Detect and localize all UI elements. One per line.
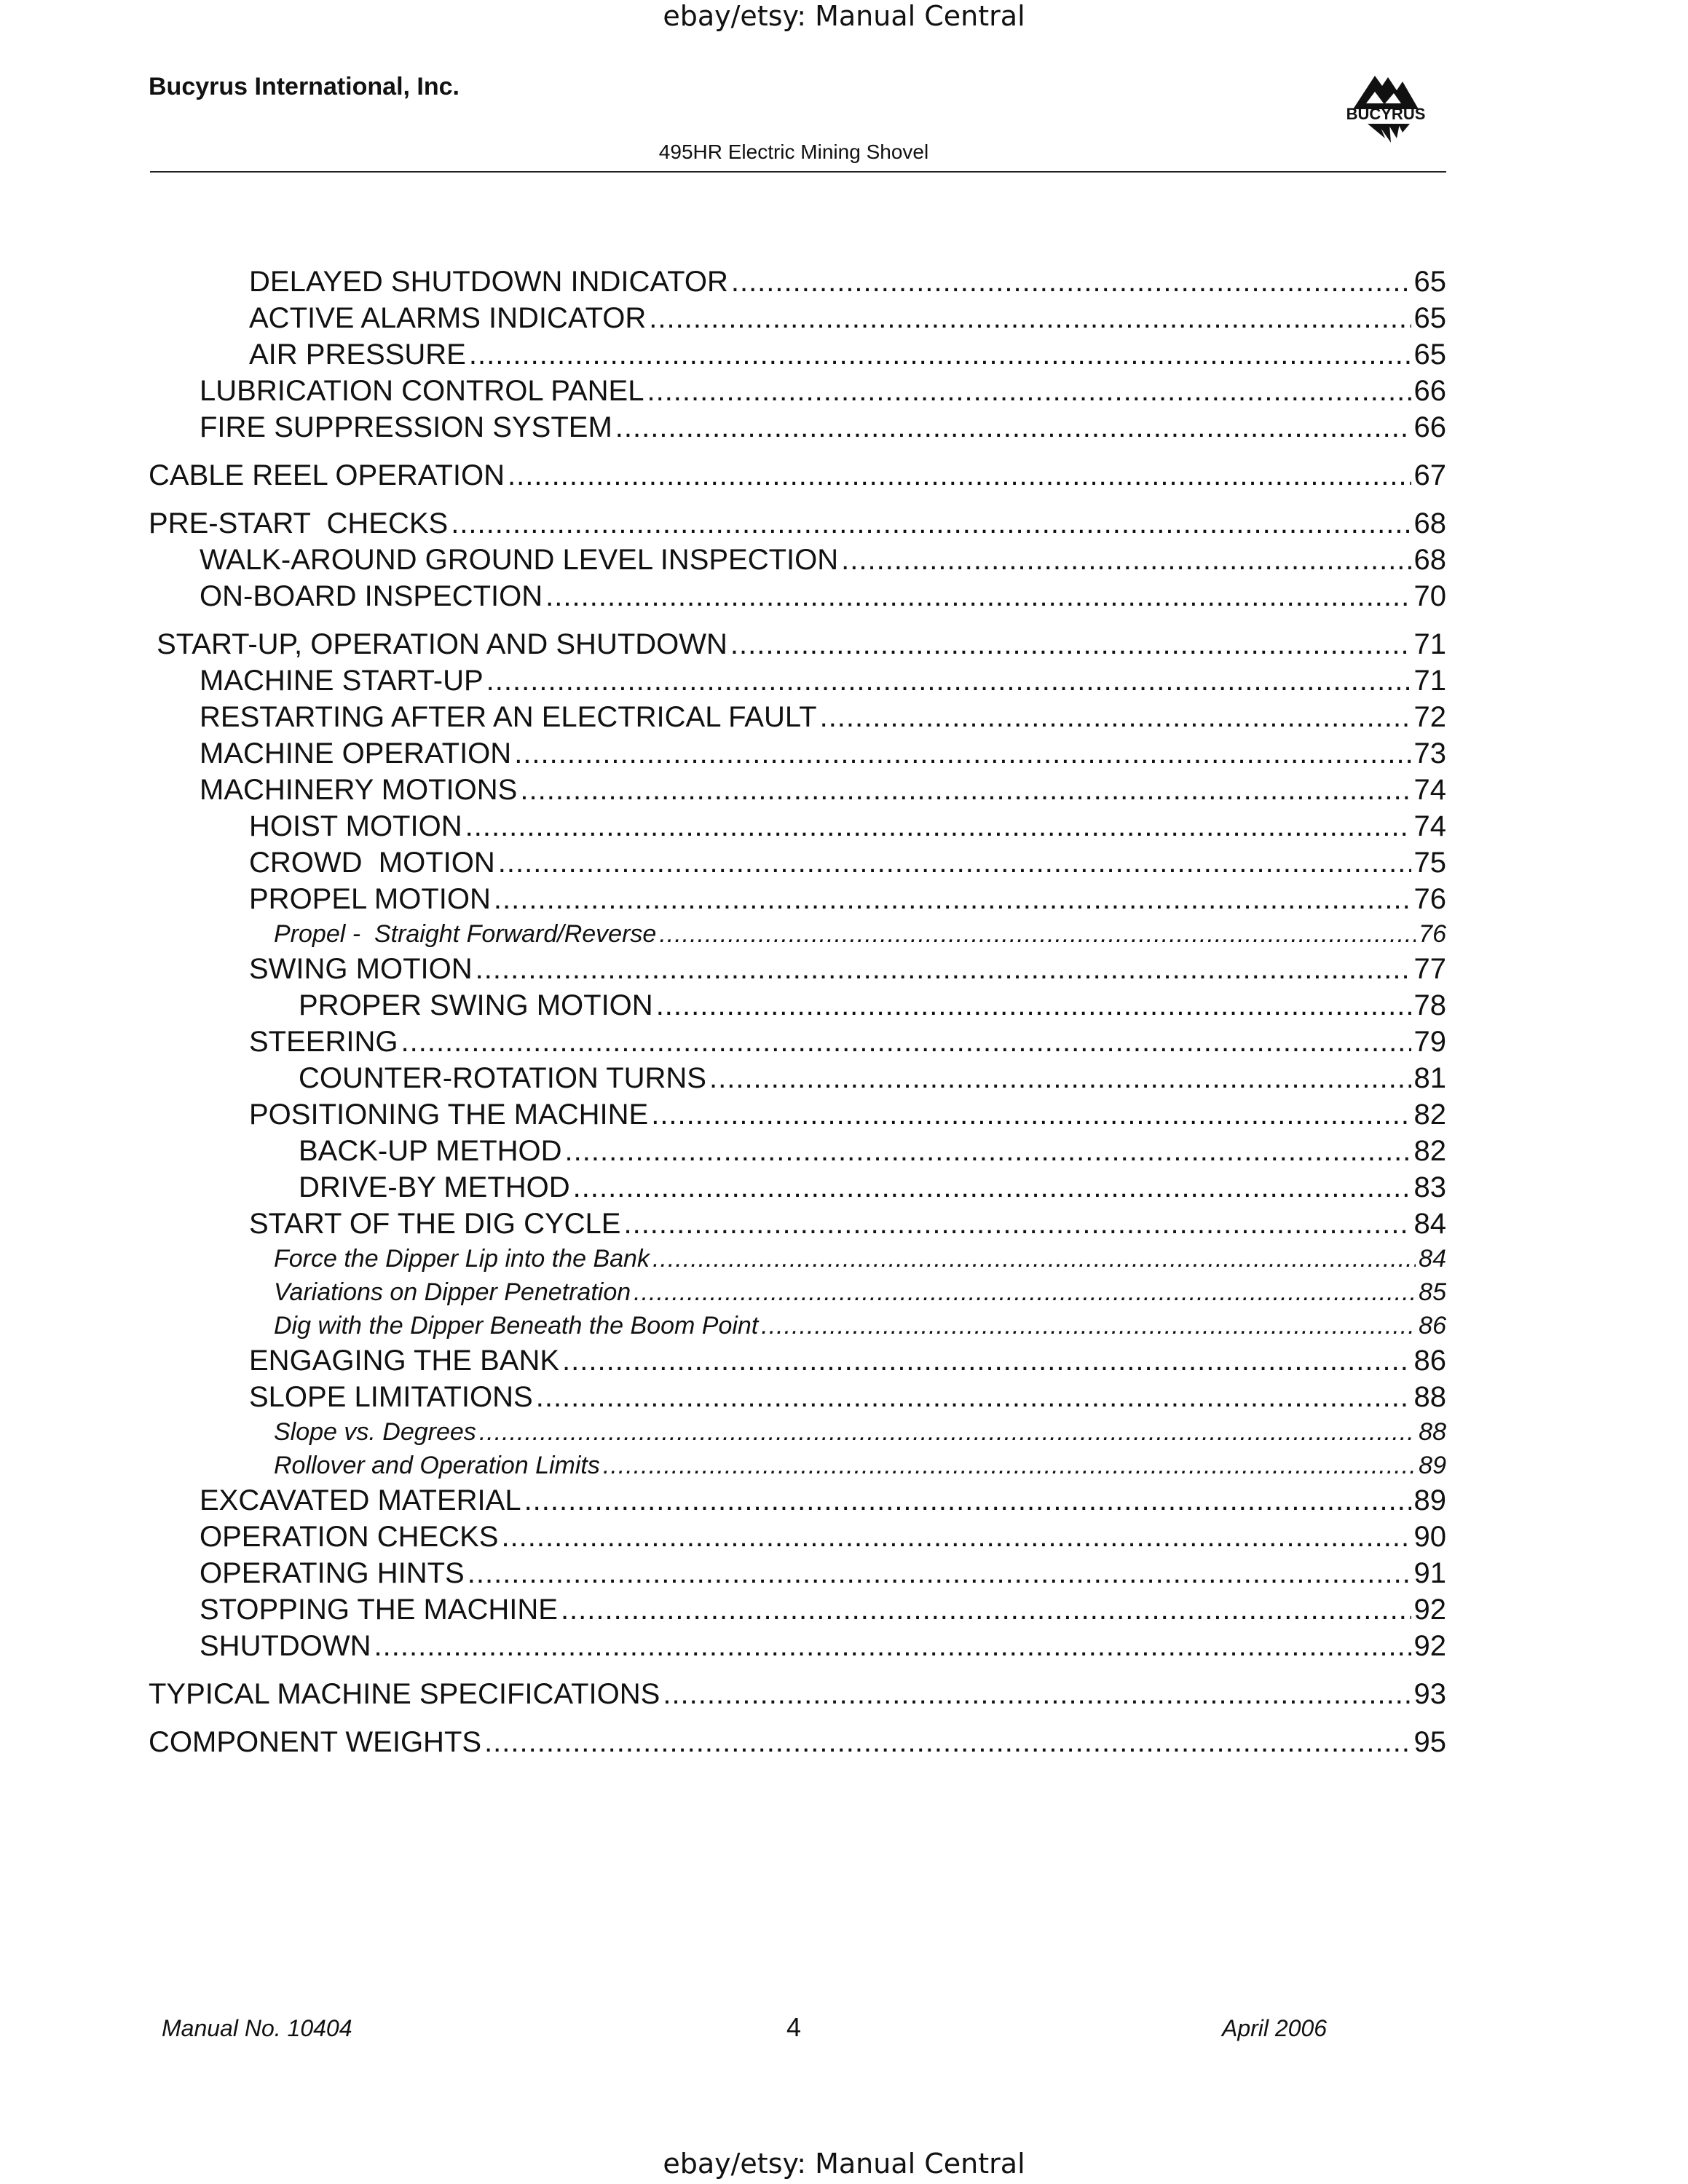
- toc-entry: [149, 1024, 1446, 1060]
- toc-dot-leader: [501, 1519, 1411, 1555]
- toc-entry-title: HOIST MOTION: [249, 810, 462, 842]
- toc-dot-leader: [561, 1591, 1411, 1628]
- toc-entry: [149, 457, 1446, 494]
- toc-entry-page: 84: [1413, 1208, 1446, 1240]
- toc-entry-page: 79: [1413, 1026, 1446, 1058]
- toc-dot-leader: [663, 1676, 1411, 1712]
- toc-dot-leader: [514, 735, 1411, 772]
- toc-entry: [149, 772, 1446, 808]
- toc-dot-leader: [465, 808, 1411, 844]
- toc-entry: [149, 917, 1446, 951]
- toc-dot-leader: [731, 264, 1411, 300]
- toc-entry: [149, 1482, 1446, 1519]
- bucyrus-logo: [1324, 71, 1448, 150]
- toc-entry-title: STOPPING THE MACHINE: [200, 1594, 558, 1626]
- toc-entry-title: CROWD MOTION: [249, 847, 495, 879]
- toc-entry-title: DELAYED SHUTDOWN INDICATOR: [249, 266, 728, 298]
- toc-dot-leader: [730, 626, 1411, 662]
- toc-dot-leader: [634, 1275, 1416, 1309]
- toc-entry: [149, 1628, 1446, 1664]
- toc-entry-page: 89: [1419, 1452, 1446, 1479]
- toc-dot-leader: [573, 1169, 1411, 1206]
- toc-entry-page: 73: [1413, 737, 1446, 769]
- toc-entry-title: MACHINE OPERATION: [200, 737, 512, 769]
- toc-entry: [149, 300, 1446, 336]
- toc-entry-page: 65: [1413, 302, 1446, 334]
- toc-entry-title: Rollover and Operation Limits: [274, 1452, 600, 1479]
- toc-dot-leader: [761, 1309, 1416, 1342]
- footer-manual-number: Manual No. 10404: [162, 2015, 352, 2041]
- toc-entry: [149, 264, 1446, 300]
- toc-dot-leader: [401, 1024, 1411, 1060]
- toc-entry-title: PROPEL MOTION: [249, 883, 491, 915]
- toc-entry-title: WALK-AROUND GROUND LEVEL INSPECTION: [200, 544, 839, 576]
- toc-entry-page: 75: [1413, 847, 1446, 879]
- toc-entry-title: Variations on Dipper Penetration: [274, 1278, 631, 1306]
- toc-dot-leader: [451, 505, 1411, 542]
- toc-entry-title: PROPER SWING MOTION: [299, 989, 653, 1021]
- toc-dot-leader: [479, 1415, 1416, 1449]
- toc-entry: [149, 881, 1446, 917]
- toc-entry-title: Propel - Straight Forward/Reverse: [274, 920, 657, 948]
- toc-entry-page: 90: [1413, 1521, 1446, 1553]
- toc-entry-title: CABLE REEL OPERATION: [149, 459, 505, 491]
- toc-entry: [149, 1309, 1446, 1342]
- toc-entry: [149, 1676, 1446, 1712]
- toc-entry: [149, 1519, 1446, 1555]
- toc-entry-page: 83: [1413, 1171, 1446, 1203]
- toc-entry-title: MACHINE START-UP: [200, 665, 484, 697]
- toc-entry-title: OPERATING HINTS: [200, 1557, 465, 1589]
- toc-entry: [149, 1342, 1446, 1379]
- toc-entry-title: OPERATION CHECKS: [200, 1521, 499, 1553]
- toc-entry: [149, 1133, 1446, 1169]
- toc-dot-leader: [623, 1206, 1411, 1242]
- footer-date: April 2006: [1222, 2015, 1328, 2041]
- toc-entry-title: SLOPE LIMITATIONS: [249, 1381, 533, 1413]
- toc-entry-page: 74: [1413, 774, 1446, 806]
- toc-entry-title: MACHINERY MOTIONS: [200, 774, 518, 806]
- document-subtitle: 495HR Electric Mining Shovel: [658, 141, 929, 163]
- toc-dot-leader: [498, 844, 1411, 881]
- toc-entry-page: 71: [1413, 665, 1446, 697]
- toc-entry-title: SWING MOTION: [249, 953, 473, 985]
- toc-entry: [149, 1415, 1446, 1449]
- toc-entry-page: 65: [1413, 339, 1446, 371]
- toc-entry: [149, 505, 1446, 542]
- toc-entry: [149, 336, 1446, 373]
- toc-entry: [149, 1379, 1446, 1415]
- logo-text: BUCYRUS: [1346, 105, 1426, 123]
- toc-entry: [149, 542, 1446, 578]
- toc-entry-page: 84: [1419, 1245, 1446, 1273]
- toc-dot-leader: [649, 300, 1411, 336]
- toc-dot-leader: [659, 917, 1416, 951]
- toc-dot-leader: [494, 881, 1411, 917]
- toc-entry: [149, 373, 1446, 409]
- toc-entry-page: 72: [1413, 701, 1446, 733]
- toc-entry: [149, 1724, 1446, 1760]
- toc-entry-page: 67: [1413, 459, 1446, 491]
- toc-dot-leader: [476, 951, 1411, 987]
- toc-dot-leader: [508, 457, 1411, 494]
- toc-entry-title: COUNTER-ROTATION TURNS: [299, 1062, 706, 1094]
- toc-entry-title: START OF THE DIG CYCLE: [249, 1208, 621, 1240]
- toc-dot-leader: [651, 1096, 1411, 1133]
- toc-entry-title: FIRE SUPPRESSION SYSTEM: [200, 411, 612, 443]
- toc-dot-leader: [647, 373, 1411, 409]
- toc-entry-title: SHUTDOWN: [200, 1630, 371, 1662]
- toc-entry-page: 82: [1413, 1099, 1446, 1131]
- toc-entry: [149, 844, 1446, 881]
- watermark-top: ebay/etsy: Manual Central: [663, 0, 1025, 32]
- toc-dot-leader: [524, 1482, 1411, 1519]
- toc-entry-page: 77: [1413, 953, 1446, 985]
- toc-dot-leader: [536, 1379, 1411, 1415]
- toc-entry-title: Slope vs. Degrees: [274, 1418, 476, 1446]
- toc-entry: [149, 1449, 1446, 1482]
- toc-dot-leader: [603, 1449, 1416, 1482]
- toc-entry-title: COMPONENT WEIGHTS: [149, 1726, 482, 1758]
- toc-entry-title: POSITIONING THE MACHINE: [249, 1099, 649, 1131]
- company-name: Bucyrus International, Inc.: [149, 73, 460, 100]
- toc-entry-title: TYPICAL MACHINE SPECIFICATIONS: [149, 1678, 660, 1710]
- toc-entry-page: 95: [1413, 1726, 1446, 1758]
- toc-entry-title: START-UP, OPERATION AND SHUTDOWN: [149, 628, 727, 660]
- toc-dot-leader: [545, 578, 1411, 614]
- toc-entry-page: 88: [1413, 1381, 1446, 1413]
- toc-entry: [149, 626, 1446, 662]
- toc-entry-title: ACTIVE ALARMS INDICATOR: [249, 302, 647, 334]
- toc-entry: [149, 1060, 1446, 1096]
- toc-entry: [149, 1275, 1446, 1309]
- toc-entry-page: 92: [1413, 1630, 1446, 1662]
- toc-dot-leader: [820, 699, 1411, 735]
- toc-entry-title: RESTARTING AFTER AN ELECTRICAL FAULT: [200, 701, 817, 733]
- toc-entry-page: 89: [1413, 1484, 1446, 1516]
- toc-entry-page: 76: [1413, 883, 1446, 915]
- toc-entry: [149, 409, 1446, 446]
- toc-entry-page: 66: [1413, 375, 1446, 407]
- toc-entry-title: ON-BOARD INSPECTION: [200, 580, 543, 612]
- toc-entry: [149, 1591, 1446, 1628]
- toc-entry-title: AIR PRESSURE: [249, 339, 466, 371]
- toc-entry: [149, 1169, 1446, 1206]
- toc-entry-title: EXCAVATED MATERIAL: [200, 1484, 521, 1516]
- toc-entry-page: 68: [1413, 507, 1446, 539]
- toc-dot-leader: [484, 1724, 1411, 1760]
- toc-entry: [149, 699, 1446, 735]
- toc-entry-title: Force the Dipper Lip into the Bank: [274, 1245, 650, 1273]
- toc-entry-page: 82: [1413, 1135, 1446, 1167]
- toc-entry: [149, 578, 1446, 614]
- toc-entry: [149, 735, 1446, 772]
- toc-entry-page: 71: [1413, 628, 1446, 660]
- toc-entry: [149, 1206, 1446, 1242]
- toc-entry-title: STEERING: [249, 1026, 398, 1058]
- toc-entry-title: ENGAGING THE BANK: [249, 1345, 560, 1377]
- toc-entry-page: 92: [1413, 1594, 1446, 1626]
- toc-entry-title: LUBRICATION CONTROL PANEL: [200, 375, 644, 407]
- toc-dot-leader: [709, 1060, 1411, 1096]
- toc-entry: [149, 808, 1446, 844]
- toc-dot-leader: [562, 1342, 1411, 1379]
- toc-entry-page: 70: [1413, 580, 1446, 612]
- toc-entry-page: 66: [1413, 411, 1446, 443]
- toc-entry-page: 68: [1413, 544, 1446, 576]
- toc-dot-leader: [652, 1242, 1416, 1275]
- toc-entry-page: 81: [1413, 1062, 1446, 1094]
- toc-entry-title: Dig with the Dipper Beneath the Boom Point: [274, 1312, 759, 1340]
- header-rule: [150, 171, 1446, 173]
- toc-entry-page: 86: [1413, 1345, 1446, 1377]
- toc-entry: [149, 987, 1446, 1024]
- toc-entry: [149, 951, 1446, 987]
- toc-entry-page: 86: [1419, 1312, 1446, 1340]
- watermark-bottom: ebay/etsy: Manual Central: [663, 2148, 1025, 2180]
- toc-dot-leader: [656, 987, 1411, 1024]
- toc-entry-page: 76: [1419, 920, 1446, 948]
- toc-entry-page: 85: [1419, 1278, 1446, 1306]
- toc-dot-leader: [615, 409, 1411, 446]
- toc-entry: [149, 1555, 1446, 1591]
- toc-dot-leader: [520, 772, 1411, 808]
- toc-dot-leader: [469, 336, 1411, 373]
- table-of-contents: [149, 264, 1446, 1760]
- toc-entry-page: 65: [1413, 266, 1446, 298]
- toc-dot-leader: [468, 1555, 1411, 1591]
- toc-entry-page: 74: [1413, 810, 1446, 842]
- toc-dot-leader: [486, 662, 1411, 699]
- toc-entry-title: PRE-START CHECKS: [149, 507, 449, 539]
- toc-entry-page: 78: [1413, 989, 1446, 1021]
- toc-entry-title: BACK-UP METHOD: [299, 1135, 562, 1167]
- toc-dot-leader: [565, 1133, 1411, 1169]
- toc-dot-leader: [374, 1628, 1411, 1664]
- toc-entry: [149, 1242, 1446, 1275]
- toc-entry: [149, 662, 1446, 699]
- toc-entry-title: DRIVE-BY METHOD: [299, 1171, 570, 1203]
- toc-entry-page: 93: [1413, 1678, 1446, 1710]
- footer-page-number: 4: [786, 2012, 802, 2042]
- toc-entry: [149, 1096, 1446, 1133]
- toc-entry-page: 88: [1419, 1418, 1446, 1446]
- toc-dot-leader: [841, 542, 1411, 578]
- toc-entry-page: 91: [1413, 1557, 1446, 1589]
